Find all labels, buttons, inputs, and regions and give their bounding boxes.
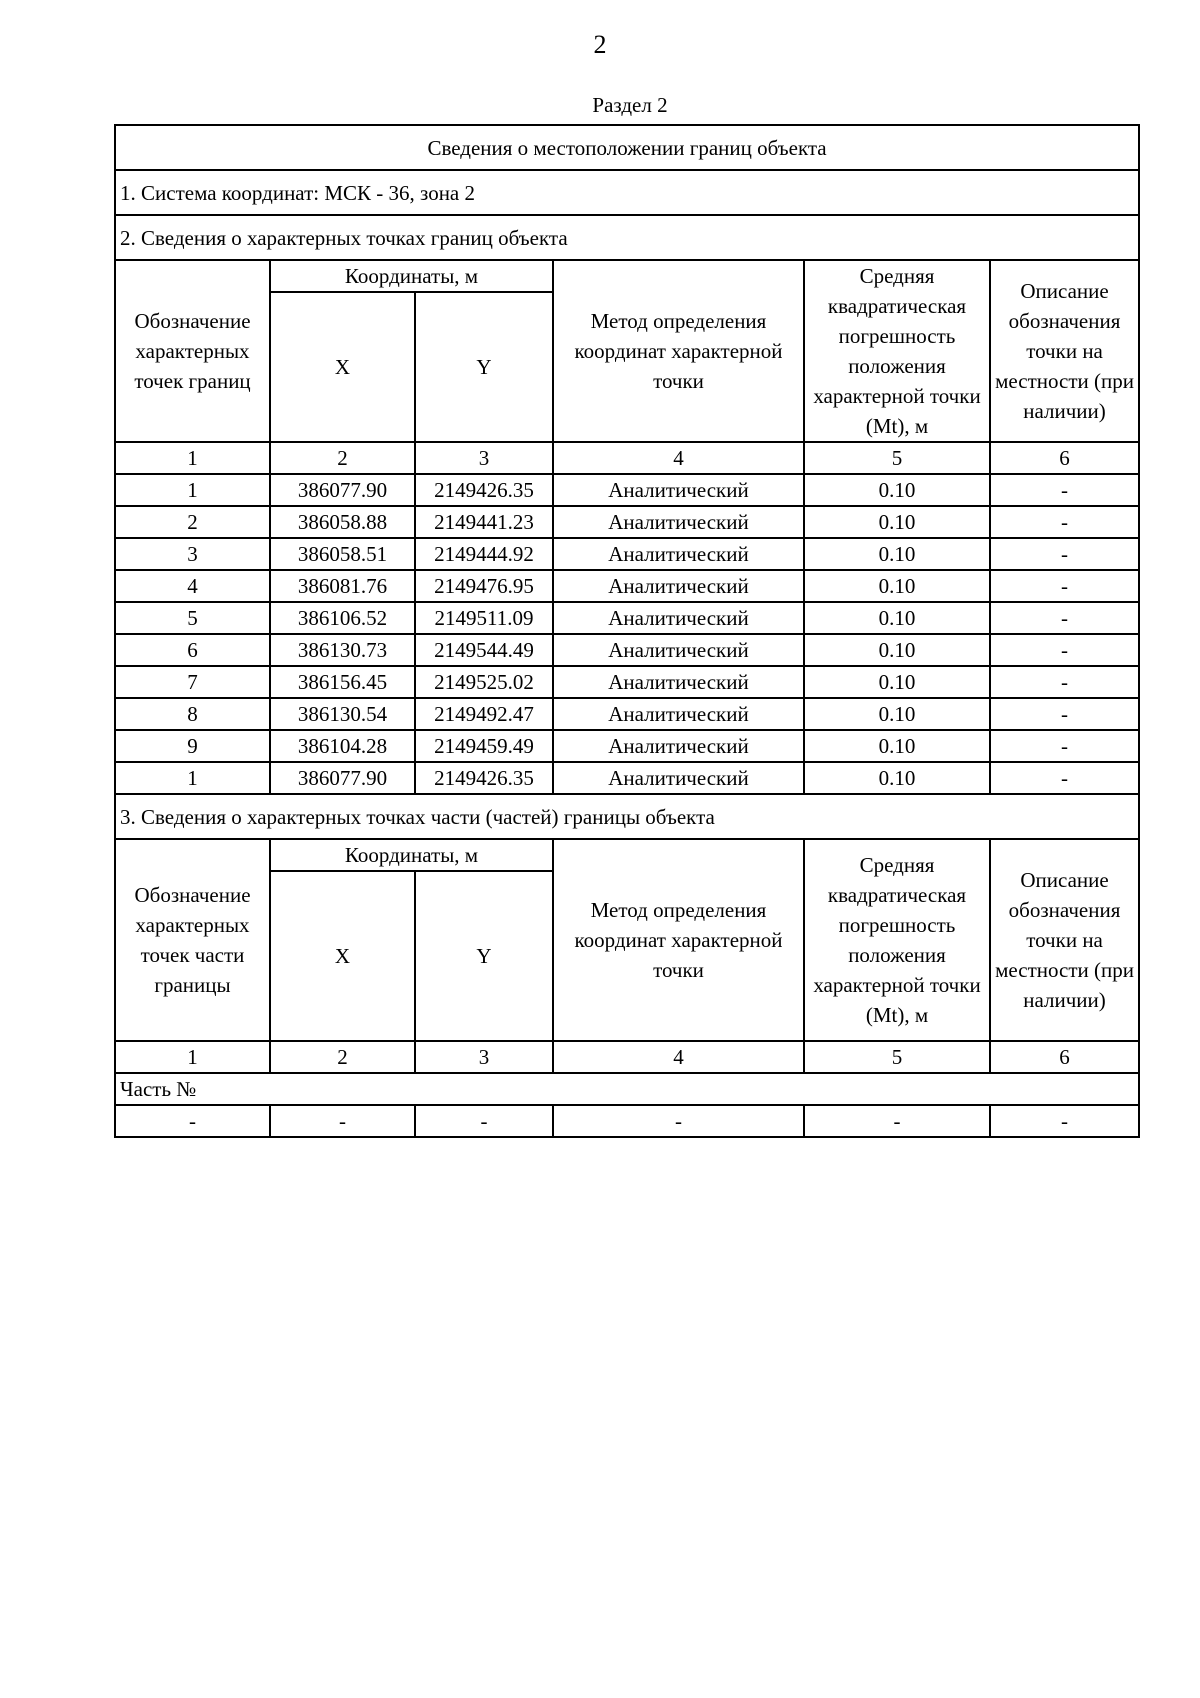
coord-y: -	[415, 1105, 553, 1137]
coord-y: 2149525.02	[415, 666, 553, 698]
description: -	[990, 634, 1139, 666]
coord-x: 386058.88	[270, 506, 415, 538]
coord-x: 386106.52	[270, 602, 415, 634]
description: -	[990, 730, 1139, 762]
method: -	[553, 1105, 804, 1137]
table-row	[115, 602, 1139, 634]
column-number: 1	[115, 1041, 270, 1073]
col-point-header: Обозначение характерных точек границ	[115, 260, 270, 442]
col-desc-header: Описание обозначения точки на местности (при наличии)	[990, 839, 1139, 1041]
point-id: 8	[115, 698, 270, 730]
column-number: 6	[990, 1041, 1139, 1073]
method: Аналитический	[553, 666, 804, 698]
col-method-header: Метод определения координат характерной точки	[553, 839, 804, 1041]
col-x-header: X	[270, 871, 415, 1041]
coord-y: 2149544.49	[415, 634, 553, 666]
description: -	[990, 698, 1139, 730]
description: -	[990, 570, 1139, 602]
point-id: 2	[115, 506, 270, 538]
coord-y: 2149426.35	[415, 474, 553, 506]
table-row	[115, 698, 1139, 730]
coord-y: 2149426.35	[415, 762, 553, 794]
boundary-table	[114, 124, 1140, 1138]
method: Аналитический	[553, 538, 804, 570]
error: 0.10	[804, 570, 990, 602]
table-row	[115, 634, 1139, 666]
coord-y: 2149444.92	[415, 538, 553, 570]
coord-y: 2149441.23	[415, 506, 553, 538]
error: 0.10	[804, 602, 990, 634]
table-row	[115, 730, 1139, 762]
method: Аналитический	[553, 698, 804, 730]
section-points-title: 2. Сведения о характерных точках границ объекта	[115, 215, 1139, 260]
method: Аналитический	[553, 506, 804, 538]
section-parts-row	[115, 794, 1139, 839]
coord-y: 2149492.47	[415, 698, 553, 730]
description: -	[990, 538, 1139, 570]
col-y-header: Y	[415, 871, 553, 1041]
page-number: 2	[593, 30, 607, 59]
column-number: 3	[415, 1041, 553, 1073]
coord-x: 386058.51	[270, 538, 415, 570]
coord-x: -	[270, 1105, 415, 1137]
error: 0.10	[804, 762, 990, 794]
point-id: 9	[115, 730, 270, 762]
point-id: 7	[115, 666, 270, 698]
table1-column-numbers	[115, 442, 1139, 474]
col-error-header: Средняя квадратическая погрешность положения характерной точки (Mt), м	[804, 839, 990, 1041]
description: -	[990, 762, 1139, 794]
coord-y: 2149511.09	[415, 602, 553, 634]
coord-x: 386156.45	[270, 666, 415, 698]
column-number: 5	[804, 442, 990, 474]
point-id: 1	[115, 762, 270, 794]
col-coords-header: Координаты, м	[270, 839, 553, 871]
table-row	[115, 1105, 1139, 1137]
column-number: 1	[115, 442, 270, 474]
point-id: -	[115, 1105, 270, 1137]
col-coords-header: Координаты, м	[270, 260, 553, 292]
coord-x: 386130.73	[270, 634, 415, 666]
error: 0.10	[804, 474, 990, 506]
point-id: 3	[115, 538, 270, 570]
error: 0.10	[804, 634, 990, 666]
section-points-row	[115, 215, 1139, 260]
column-number: 3	[415, 442, 553, 474]
description: -	[990, 474, 1139, 506]
col-error-header: Средняя квадратическая погрешность положения характерной точки (Mt), м	[804, 260, 990, 442]
table-row	[115, 762, 1139, 794]
col-method-header: Метод определения координат характерной точки	[553, 260, 804, 442]
method: Аналитический	[553, 762, 804, 794]
description: -	[990, 666, 1139, 698]
error: 0.10	[804, 698, 990, 730]
point-id: 4	[115, 570, 270, 602]
coord-x: 386077.90	[270, 762, 415, 794]
error: 0.10	[804, 538, 990, 570]
table2-header-row-1	[115, 839, 1139, 871]
section-parts-title: 3. Сведения о характерных точках части (частей) границы объекта	[115, 794, 1139, 839]
error: -	[804, 1105, 990, 1137]
coord-y: 2149476.95	[415, 570, 553, 602]
column-number: 2	[270, 1041, 415, 1073]
point-id: 1	[115, 474, 270, 506]
description: -	[990, 602, 1139, 634]
method: Аналитический	[553, 570, 804, 602]
table-row	[115, 474, 1139, 506]
coord-system-row	[115, 170, 1139, 215]
error: 0.10	[804, 730, 990, 762]
column-number: 6	[990, 442, 1139, 474]
main-header: Сведения о местоположении границ объекта	[115, 125, 1139, 170]
table-row	[115, 666, 1139, 698]
method: Аналитический	[553, 602, 804, 634]
column-number: 5	[804, 1041, 990, 1073]
coord-x: 386077.90	[270, 474, 415, 506]
method: Аналитический	[553, 730, 804, 762]
error: 0.10	[804, 506, 990, 538]
col-y-header: Y	[415, 292, 553, 442]
coord-x: 386081.76	[270, 570, 415, 602]
col-point-part-header: Обозначение характерных точек части границы	[115, 839, 270, 1041]
description: -	[990, 506, 1139, 538]
section-title: Раздел 2	[592, 93, 668, 117]
table-row	[115, 506, 1139, 538]
table-row	[115, 538, 1139, 570]
column-number: 2	[270, 442, 415, 474]
part-label-row	[115, 1073, 1139, 1105]
coord-x: 386104.28	[270, 730, 415, 762]
coord-y: 2149459.49	[415, 730, 553, 762]
table2-column-numbers	[115, 1041, 1139, 1073]
point-id: 6	[115, 634, 270, 666]
error: 0.10	[804, 666, 990, 698]
coord-x: 386130.54	[270, 698, 415, 730]
col-desc-header: Описание обозначения точки на местности (при наличии)	[990, 260, 1139, 442]
point-id: 5	[115, 602, 270, 634]
coord-system: 1. Система координат: МСК - 36, зона 2	[115, 170, 1139, 215]
table-row	[115, 570, 1139, 602]
table1-header-row-1	[115, 260, 1139, 292]
column-number: 4	[553, 442, 804, 474]
col-x-header: X	[270, 292, 415, 442]
main-header-row	[115, 125, 1139, 170]
part-label: Часть №	[115, 1073, 1139, 1105]
description: -	[990, 1105, 1139, 1137]
method: Аналитический	[553, 634, 804, 666]
column-number: 4	[553, 1041, 804, 1073]
method: Аналитический	[553, 474, 804, 506]
